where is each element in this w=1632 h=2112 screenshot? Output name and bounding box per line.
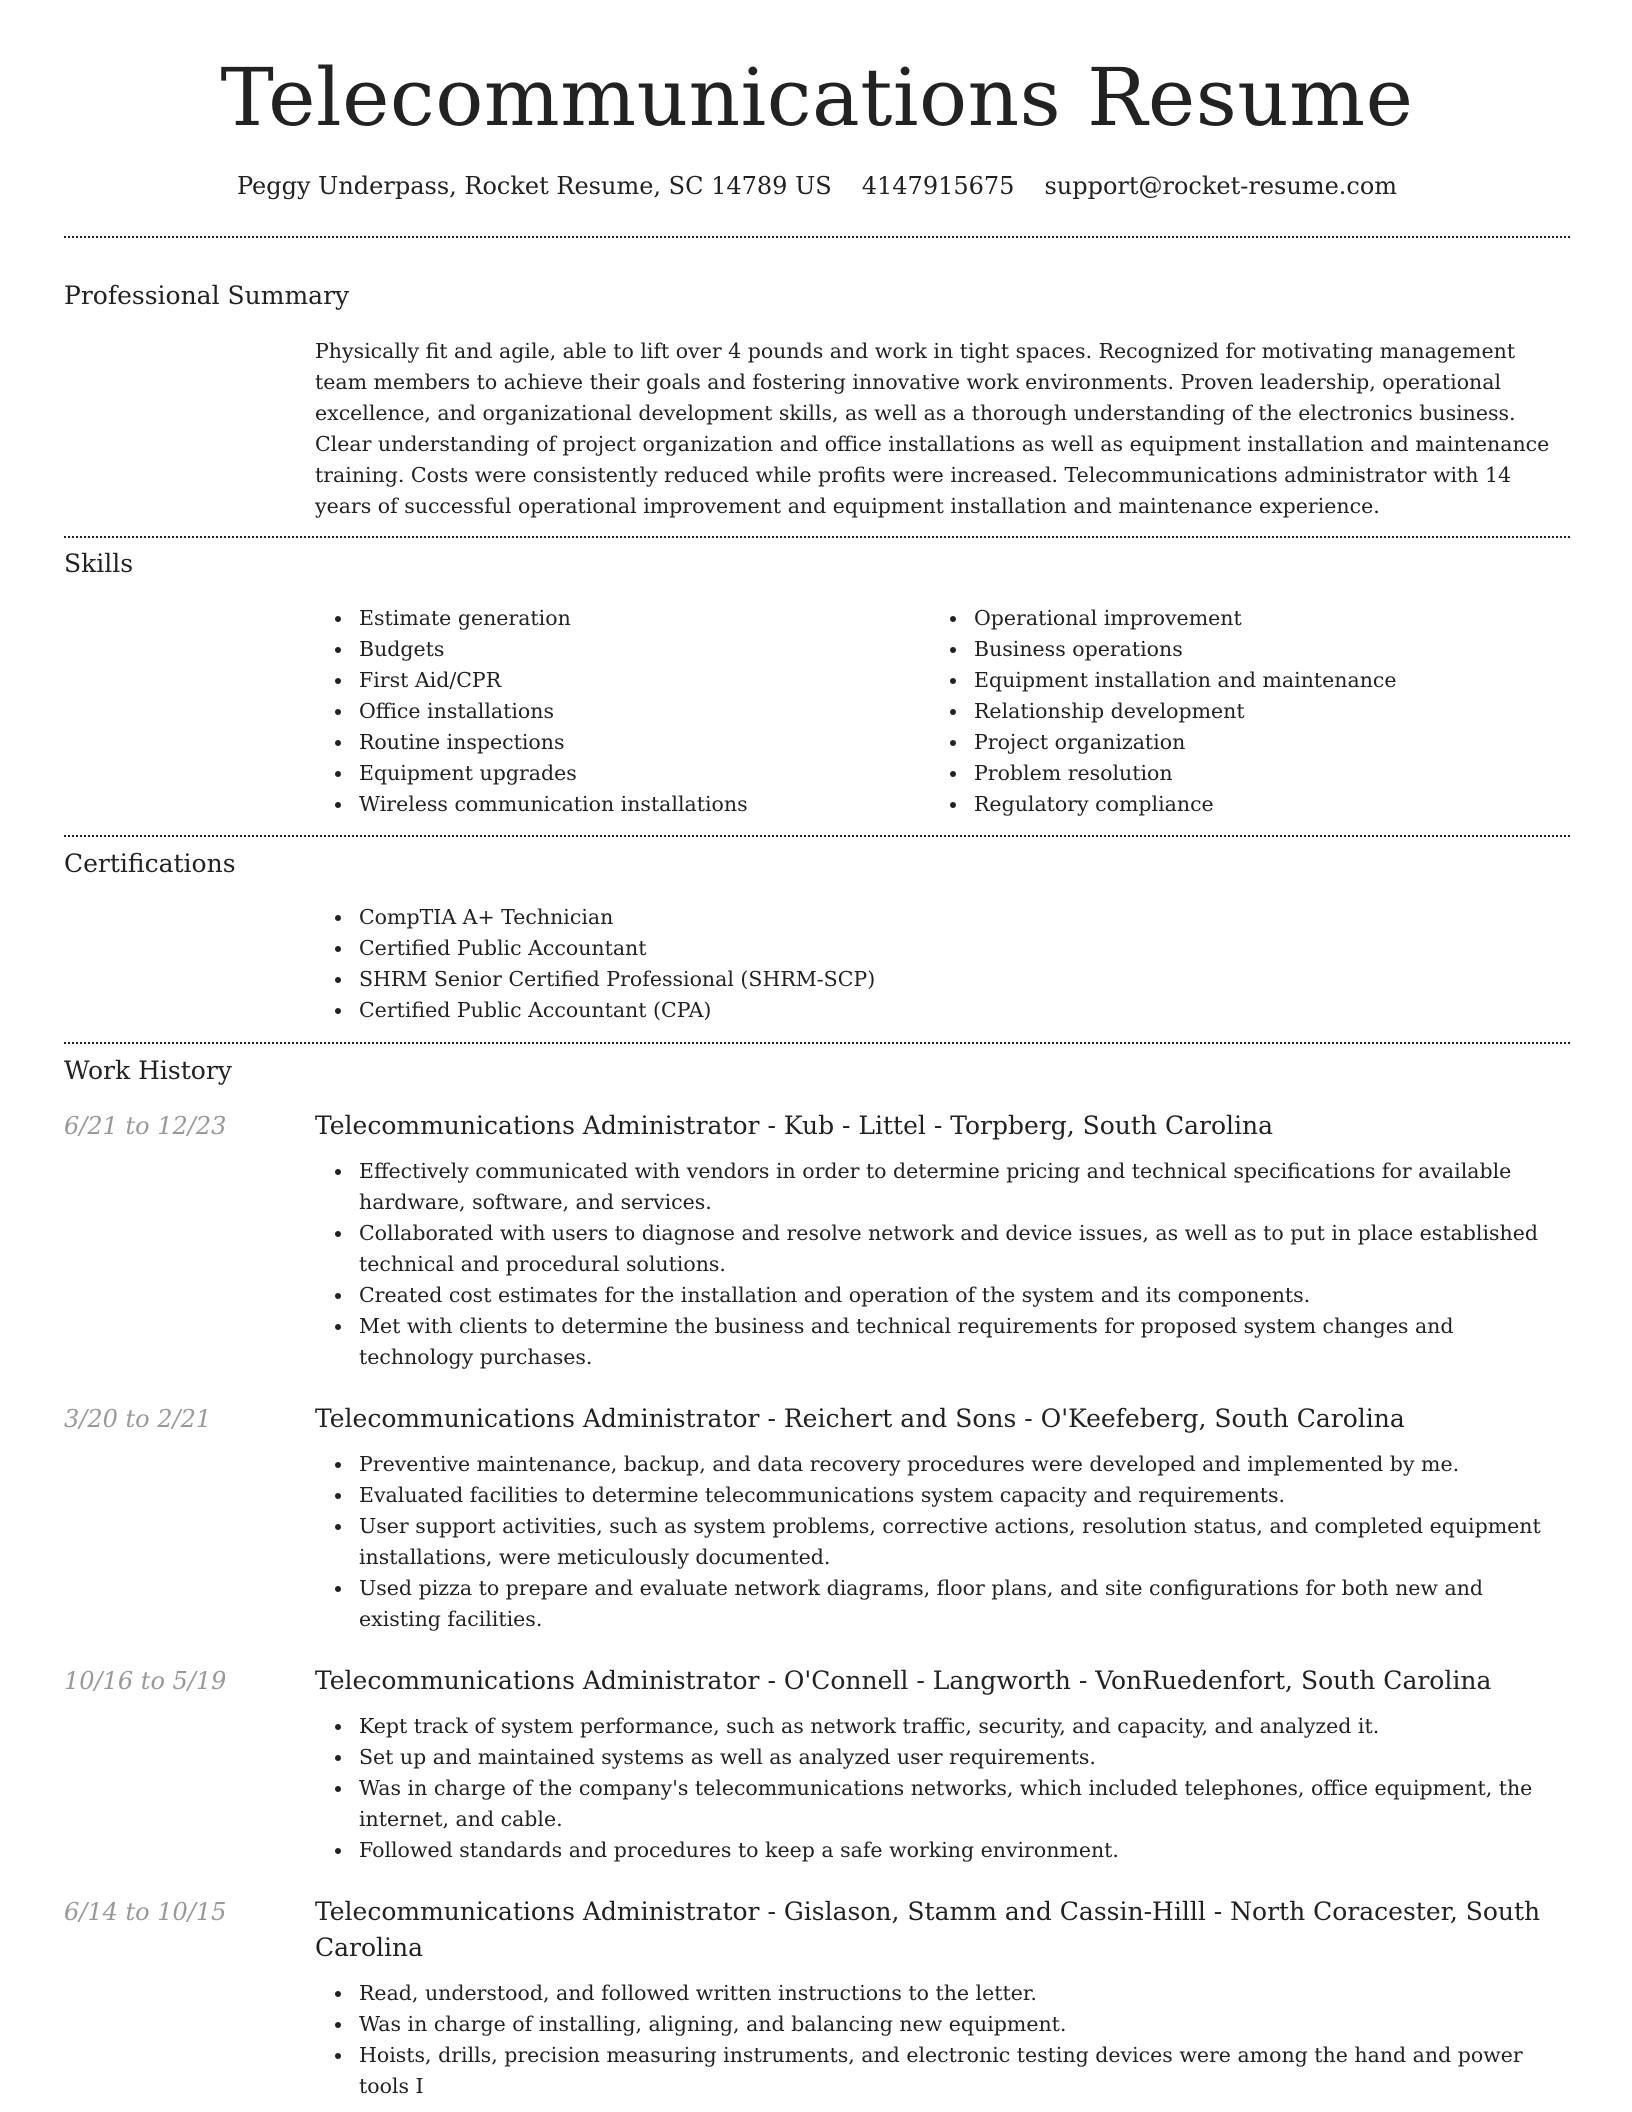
job-bullet: Was in charge of the company's telecommunications networks, which included telephones, office equipment, the internet, and cable. bbox=[315, 1773, 1570, 1835]
job-bullet: Read, understood, and followed written instructions to the letter. bbox=[315, 1978, 1570, 2009]
job-bullet: Created cost estimates for the installation and operation of the system and its components. bbox=[315, 1280, 1570, 1311]
certification-item: Certified Public Accountant bbox=[315, 933, 1570, 964]
certification-item: CompTIA A+ Technician bbox=[315, 902, 1570, 933]
skill-item: Operational improvement bbox=[930, 603, 1545, 634]
job-bullet: Evaluated facilities to determine telecommunications system capacity and requirements. bbox=[315, 1480, 1570, 1511]
divider bbox=[64, 236, 1570, 238]
job-bullet: Collaborated with users to diagnose and resolve network and device issues, as well as to put in place established technical and procedural solutions. bbox=[315, 1218, 1570, 1280]
job-dates: 10/16 to 5/19 bbox=[64, 1667, 227, 1695]
skill-item: Budgets bbox=[315, 634, 930, 665]
skill-item: Equipment installation and maintenance bbox=[930, 665, 1545, 696]
contact-phone: 4147915675 bbox=[861, 172, 1015, 200]
skill-item: Relationship development bbox=[930, 696, 1545, 727]
skills-list bbox=[315, 603, 1570, 820]
work-history-heading: Work History bbox=[64, 1056, 232, 1085]
job-entry bbox=[64, 1108, 1570, 1373]
job-dates: 3/20 to 2/21 bbox=[64, 1405, 212, 1433]
skill-item: First Aid/CPR bbox=[315, 665, 930, 696]
contact-address: Peggy Underpass, Rocket Resume, SC 14789 US bbox=[236, 172, 832, 200]
divider bbox=[64, 835, 1570, 837]
certifications-list bbox=[315, 902, 1570, 1026]
skill-item: Estimate generation bbox=[315, 603, 930, 634]
skill-item: Wireless communication installations bbox=[315, 789, 930, 820]
job-bullets bbox=[315, 1978, 1570, 2102]
job-title: Telecommunications Administrator - Kub - Littel - Torpberg, South Carolina bbox=[315, 1111, 1274, 1140]
resume-page bbox=[64, 0, 1570, 2102]
skills-column-right bbox=[930, 603, 1545, 820]
certification-item: SHRM Senior Certified Professional (SHRM-SCP) bbox=[315, 964, 1570, 995]
job-bullet: Set up and maintained systems as well as analyzed user requirements. bbox=[315, 1742, 1570, 1773]
job-bullet: User support activities, such as system problems, corrective actions, resolution status, and completed equipment installations, were meticulously documented. bbox=[315, 1511, 1570, 1573]
job-dates: 6/14 to 10/15 bbox=[64, 1898, 227, 1926]
divider bbox=[64, 1042, 1570, 1044]
job-bullet: Was in charge of installing, aligning, and balancing new equipment. bbox=[315, 2009, 1570, 2040]
skill-item: Office installations bbox=[315, 696, 930, 727]
divider bbox=[64, 536, 1570, 538]
job-bullets bbox=[315, 1449, 1570, 1635]
skill-item: Business operations bbox=[930, 634, 1545, 665]
skills-heading: Skills bbox=[64, 549, 134, 578]
skill-item: Equipment upgrades bbox=[315, 758, 930, 789]
job-bullet: Followed standards and procedures to keep a safe working environment. bbox=[315, 1835, 1570, 1866]
job-bullet: Hoists, drills, precision measuring instruments, and electronic testing devices were among the hand and power tools I bbox=[315, 2040, 1570, 2102]
job-bullet: Used pizza to prepare and evaluate network diagrams, floor plans, and site configurations for both new and existing facilities. bbox=[315, 1573, 1570, 1635]
skill-item: Routine inspections bbox=[315, 727, 930, 758]
job-bullets bbox=[315, 1156, 1570, 1373]
certification-item: Certified Public Accountant (CPA) bbox=[315, 995, 1570, 1026]
skill-item: Problem resolution bbox=[930, 758, 1545, 789]
certifications-heading: Certifications bbox=[64, 849, 236, 878]
job-bullet: Preventive maintenance, backup, and data recovery procedures were developed and implemented by me. bbox=[315, 1449, 1570, 1480]
resume-title: Telecommunications Resume bbox=[220, 51, 1414, 144]
contact-line bbox=[64, 172, 1570, 200]
contact-email: support@rocket-resume.com bbox=[1044, 172, 1398, 200]
job-entry bbox=[64, 1894, 1570, 2102]
summary-heading: Professional Summary bbox=[64, 281, 350, 310]
job-title: Telecommunications Administrator - Gislason, Stamm and Cassin-Hilll - North Coracester, South Carolina bbox=[315, 1897, 1541, 1962]
skills-column-left bbox=[315, 603, 930, 820]
job-bullet: Effectively communicated with vendors in order to determine pricing and technical specifications for available hardware, software, and services. bbox=[315, 1156, 1570, 1218]
job-entry bbox=[64, 1663, 1570, 1866]
job-title: Telecommunications Administrator - O'Connell - Langworth - VonRuedenfort, South Carolina bbox=[315, 1666, 1492, 1695]
job-dates: 6/21 to 12/23 bbox=[64, 1112, 227, 1140]
job-title: Telecommunications Administrator - Reichert and Sons - O'Keefeberg, South Carolina bbox=[315, 1404, 1405, 1433]
skill-item: Regulatory compliance bbox=[930, 789, 1545, 820]
summary-text: Physically fit and agile, able to lift over 4 pounds and work in tight spaces. Recognized for motivating management team members to achieve their goals and fostering innovative work environments. Proven leadership, operational excellence, and organizational development skills, as well as a thorough understanding of the electronics business. Clear understanding of project organization and office installations as well as equipment installation and maintenance training. Costs were consistently reduced while profits were increased. Telecommunications administrator with 14 years of successful operational improvement and equipment installation and maintenance experience. bbox=[315, 339, 1550, 518]
job-bullets bbox=[315, 1711, 1570, 1866]
job-bullet: Met with clients to determine the business and technical requirements for proposed system changes and technology purchases. bbox=[315, 1311, 1570, 1373]
job-bullet: Kept track of system performance, such as network traffic, security, and capacity, and analyzed it. bbox=[315, 1711, 1570, 1742]
skill-item: Project organization bbox=[930, 727, 1545, 758]
job-entry bbox=[64, 1401, 1570, 1635]
